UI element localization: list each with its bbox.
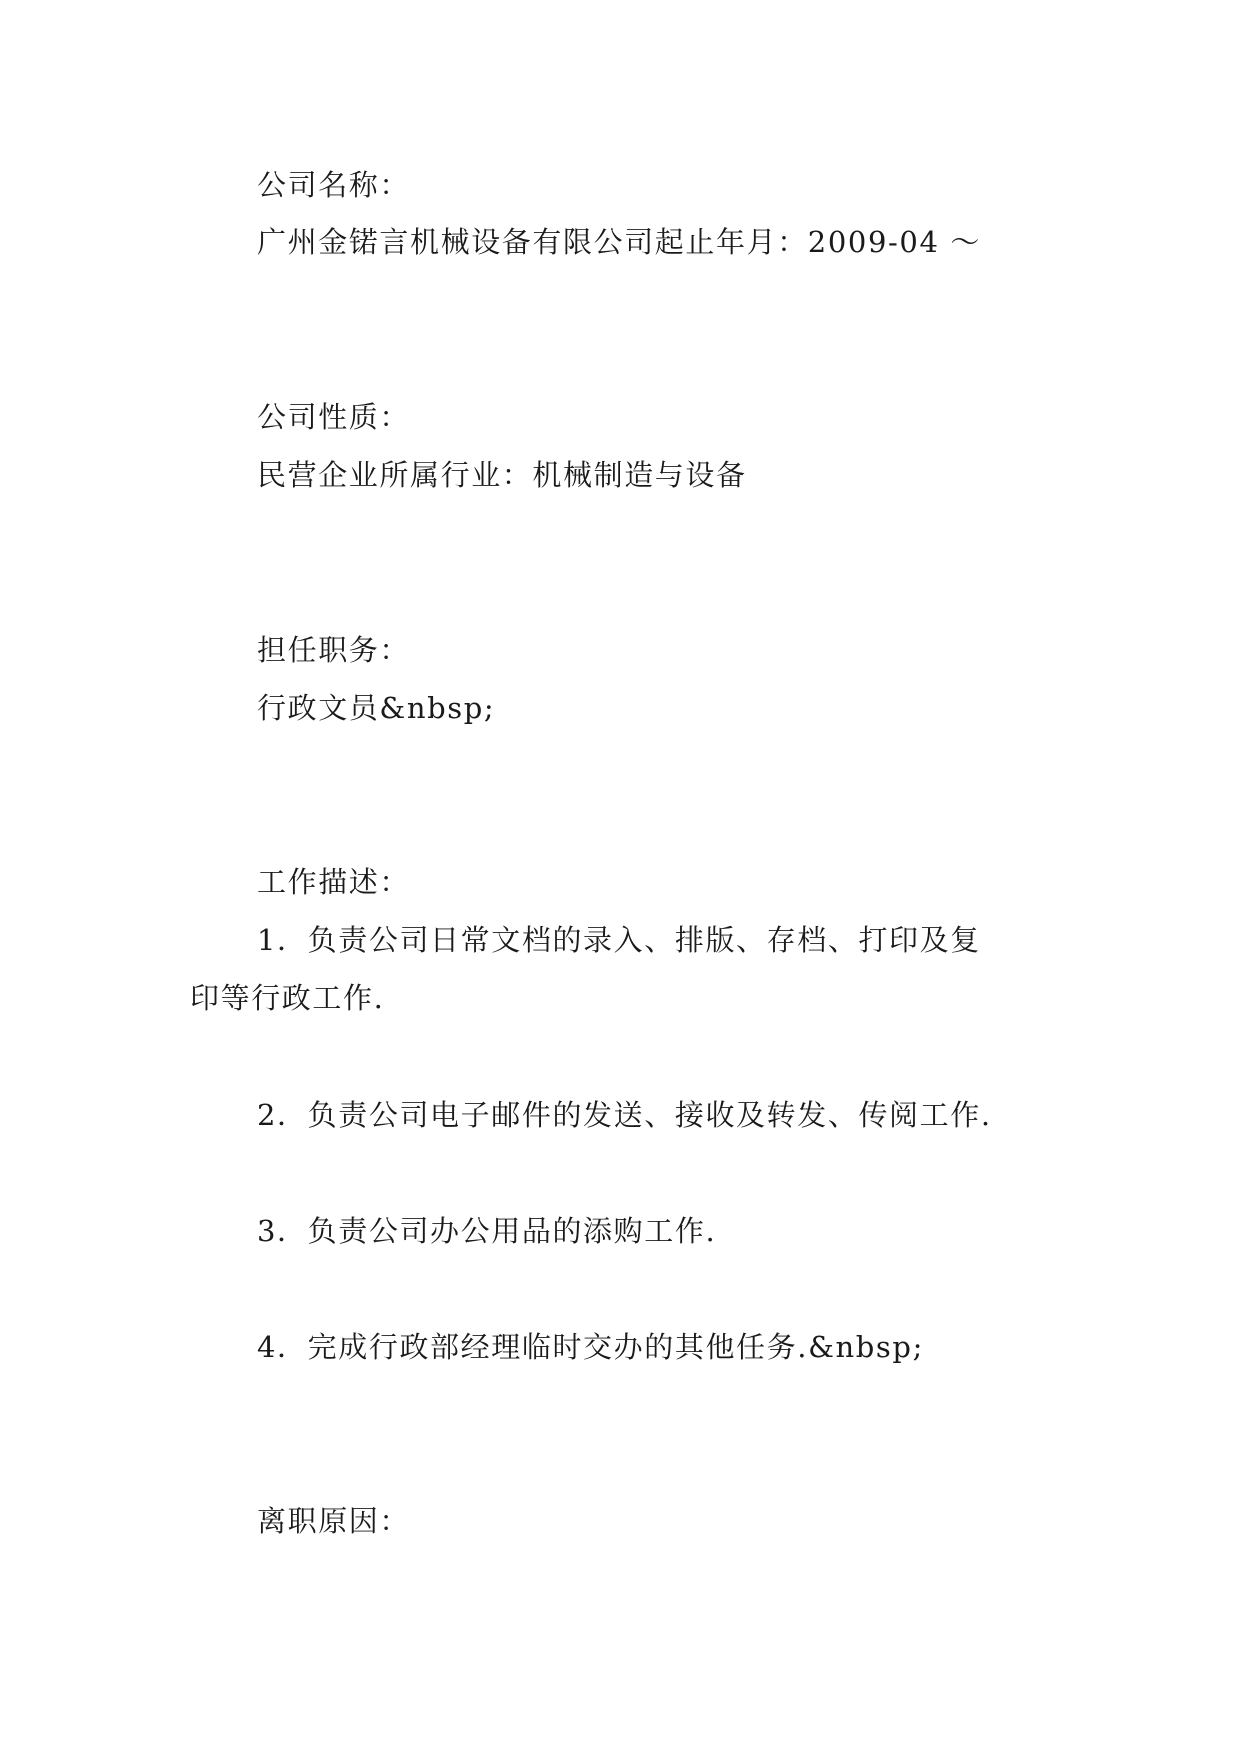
job-description-item-1: 1．负责公司日常文档的录入、排版、存档、打印及复 [257,923,981,957]
company-name-label: 公司名称： [257,168,411,202]
job-description-label: 工作描述： [257,865,411,899]
company-type-value: 民营企业所属行业：机械制造与设备 [257,458,747,492]
company-type-label: 公司性质： [257,400,411,434]
job-description-item-1-continued: 印等行政工作. [190,981,385,1015]
position-value: 行政文员&nbsp; [257,691,496,725]
company-name-value: 广州金锘言机械设备有限公司起止年月：2009-04 ～ [257,225,981,259]
position-label: 担任职务： [257,633,411,667]
leave-reason-label: 离职原因： [257,1504,411,1538]
job-description-item-3: 3．负责公司办公用品的添购工作. [257,1214,717,1248]
job-description-item-4: 4．完成行政部经理临时交办的其他任务.&nbsp; [257,1330,924,1364]
job-description-item-2: 2．负责公司电子邮件的发送、接收及转发、传阅工作. [257,1098,992,1132]
